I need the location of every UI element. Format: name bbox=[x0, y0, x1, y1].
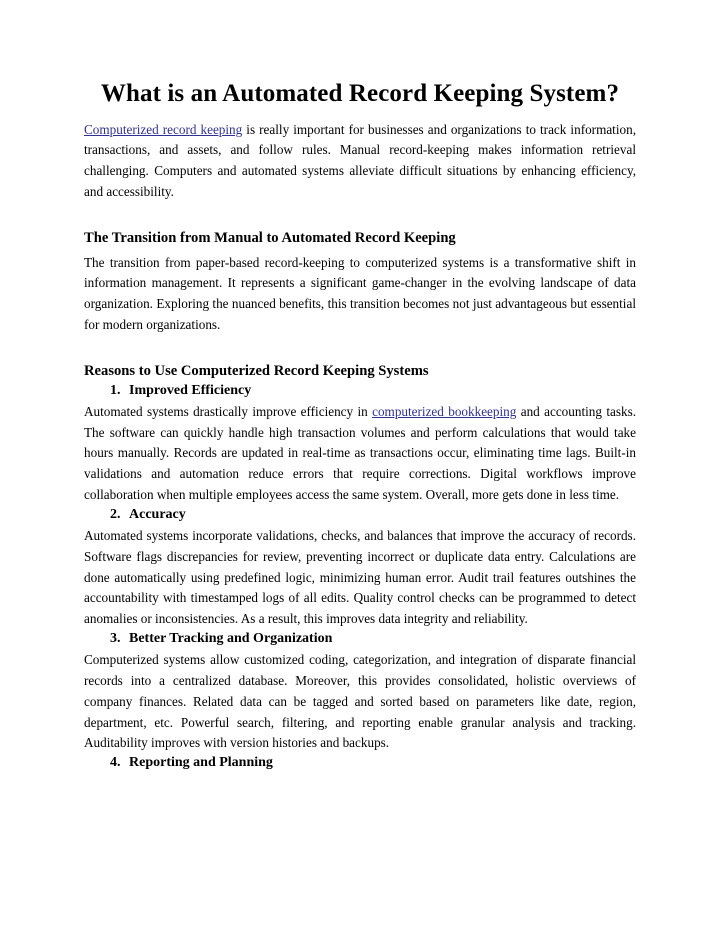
list-item-title-4: Reporting and Planning bbox=[129, 755, 273, 771]
list-item-title-3: Better Tracking and Organization bbox=[129, 631, 333, 647]
list-item-number-3: 3. bbox=[110, 631, 121, 647]
list-item-number-2: 2. bbox=[110, 506, 121, 522]
intro-paragraph-text: is really important for businesses and organizations to track information, transactions, and assets, and follow rules. Manual record-keeping makes information retrieval challenging. Computers and automated systems alleviate difficult situations by enhancing efficiency, and accessibility. bbox=[84, 121, 636, 200]
page-title-line-1: What is an Automated Record Keeping bbox=[100, 80, 524, 107]
link-computerized-record-keeping[interactable]: Computerized record keeping bbox=[84, 121, 243, 137]
list-item-body-1 bbox=[84, 402, 636, 506]
link-computerized-bookkeeping[interactable]: computerized bookkeeping bbox=[372, 403, 517, 419]
list-item-body-2: Automated systems incorporate validations, checks, and balances that improve the accuracy of records. Software flags discrepancies for review, preventing incorrect or duplicate data entry. Calculations are done automatically using predefined logic, minimizing human error. Audit trail features outshines the accountability with timestamped logs of all edits. Quality control checks can be programmed to detect anomalies or inconsistencies. As a result, this improves data integrity and reliability. bbox=[84, 527, 636, 627]
list-item-number-1: 1. bbox=[110, 382, 121, 398]
list-item-number-4: 4. bbox=[110, 755, 121, 771]
page-title-line-2: System? bbox=[529, 80, 620, 107]
list-item-heading-1 bbox=[110, 382, 636, 401]
list-item-body-1-before-link: Automated systems drastically improve efficiency in bbox=[84, 403, 373, 419]
list-item-heading-4 bbox=[110, 754, 636, 773]
page-title bbox=[84, 78, 636, 111]
list-item-title-1: Improved Efficiency bbox=[129, 382, 252, 398]
section-heading-reasons: Reasons to Use Computerized Record Keeping Systems bbox=[84, 363, 429, 380]
section-body-transition: The transition from paper-based record-keeping to computerized systems is a transformative shift in information management. It represents a significant game-changer in the evolving landscape of data organization. Exploring the nuanced benefits, this transition becomes not just advantageous but essential for modern organizations. bbox=[84, 254, 636, 333]
intro-paragraph bbox=[84, 120, 636, 203]
document-content bbox=[84, 78, 636, 774]
list-item-heading-3 bbox=[110, 630, 636, 649]
list-item-title-2: Accuracy bbox=[129, 506, 186, 522]
section-heading-transition: The Transition from Manual to Automated Record Keeping bbox=[84, 229, 456, 246]
list-item-heading-2 bbox=[110, 506, 636, 525]
list-item-body-3: Computerized systems allow customized coding, categorization, and integration of disparate financial records into a centralized database. Moreover, this provides consolidated, holistic overviews of company finances. Related data can be tagged and sorted based on parameters like date, region, department, etc. Powerful search, filtering, and reporting enable granular analysis and tracking. Auditability improves with version histories and backups. bbox=[84, 652, 636, 751]
list-item-body-1-after-link: and accounting tasks. The software can quickly handle high transaction volumes and perform calculations that would take hours manually. Records are updated in real-time as transactions occur, eliminating time lags. Built-in validations and automation reduce errors that require corrections. Digital workflows improve collaboration when multiple employees access the same system. Overall, more gets done in less time. bbox=[84, 403, 636, 503]
